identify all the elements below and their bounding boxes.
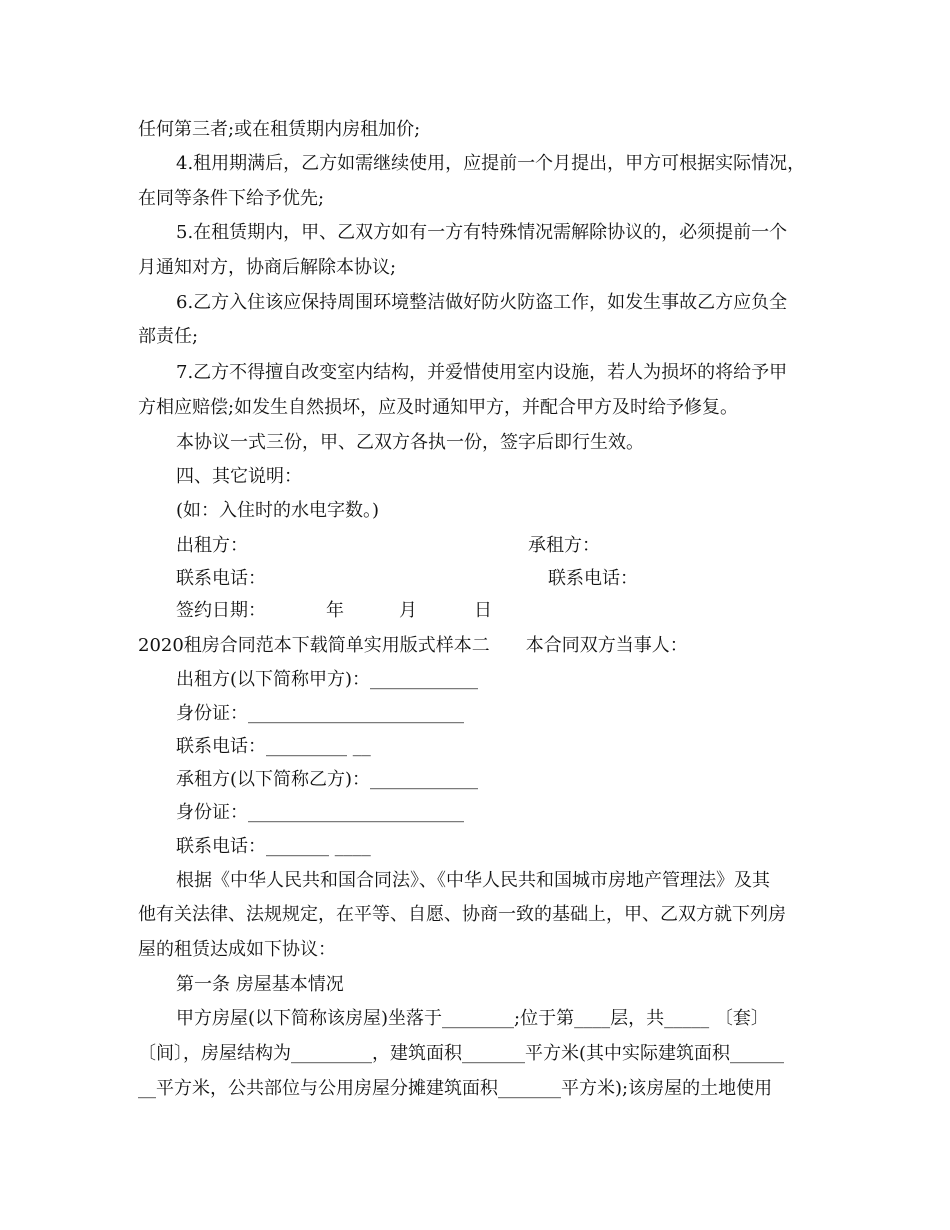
text-line: 他有关法律、法规规定，在平等、自愿、协商一致的基础上，甲、乙双方就下列房: [138, 904, 786, 925]
text-line: 甲方房屋(以下简称该房屋)坐落于________;位于第____层，共_____ 〔套〕: [176, 1008, 769, 1029]
text-line: 7.乙方不得擅自改变室内结构，并爱惜使用室内设施，若人为损坏的将给予甲: [176, 362, 788, 383]
text-line: 部责任;: [138, 326, 199, 347]
sign-date-day: 日: [474, 600, 492, 621]
text-line: 身份证：________________________: [176, 802, 464, 823]
text-line: 联系电话：_________ __: [176, 736, 371, 757]
text-line: 出租方(以下简称甲方)：____________: [176, 669, 479, 690]
article-heading: 第一条 房屋基本情况: [176, 974, 344, 995]
text-line: 身份证：________________________: [176, 703, 464, 724]
text-line: 〔间〕，房屋结构为_________，建筑面积_______平方米(其中实际建筑面积______: [138, 1043, 785, 1064]
lessor-label: 出租方：: [176, 535, 248, 556]
lessor-phone-label: 联系电话：: [176, 568, 266, 589]
section-heading: 2020租房合同范本下载简单实用版式样本二 本合同双方当事人：: [138, 635, 688, 656]
text-line: 方相应赔偿;如发生自然损坏，应及时通知甲方，并配合甲方及时给予修复。: [138, 397, 739, 418]
text-line: 屋的租赁达成如下协议：: [138, 939, 336, 960]
sign-date-month: 月: [399, 600, 417, 621]
text-line: 4.租用期满后，乙方如需继续使用，应提前一个月提出，甲方可根据实际情况，: [176, 153, 806, 174]
text-line: 在同等条件下给予优先;: [138, 188, 325, 209]
text-line: __平方米，公共部位与公用房屋分摊建筑面积_______平方米);该房屋的土地使用: [138, 1078, 773, 1099]
lessee-label: 承租方：: [528, 535, 600, 556]
sign-date-label: 签约日期：: [176, 600, 266, 621]
text-line: 联系电话：_______ ____: [176, 836, 371, 857]
text-line: (如：入住时的水电字数。): [176, 500, 380, 521]
text-line: 6.乙方入住该应保持周围环境整洁做好防火防盗工作，如发生事故乙方应负全: [176, 292, 788, 313]
text-line: 本协议一式三份，甲、乙双方各执一份，签字后即行生效。: [176, 432, 644, 453]
text-line: 5.在租赁期内，甲、乙双方如有一方有特殊情况需解除协议的，必须提前一个: [176, 222, 788, 243]
text-line: 根据《中华人民共和国合同法》、《中华人民共和国城市房地产管理法》及其: [176, 870, 770, 891]
lessee-phone-label: 联系电话：: [548, 568, 638, 589]
text-line: 承租方(以下简称乙方)：____________: [176, 769, 479, 790]
text-line: 月通知对方，协商后解除本协议;: [138, 257, 397, 278]
text-line: 任何第三者;或在租赁期内房租加价;: [138, 119, 421, 140]
text-line: 四、其它说明：: [176, 466, 302, 487]
sign-date-year: 年: [326, 600, 344, 621]
